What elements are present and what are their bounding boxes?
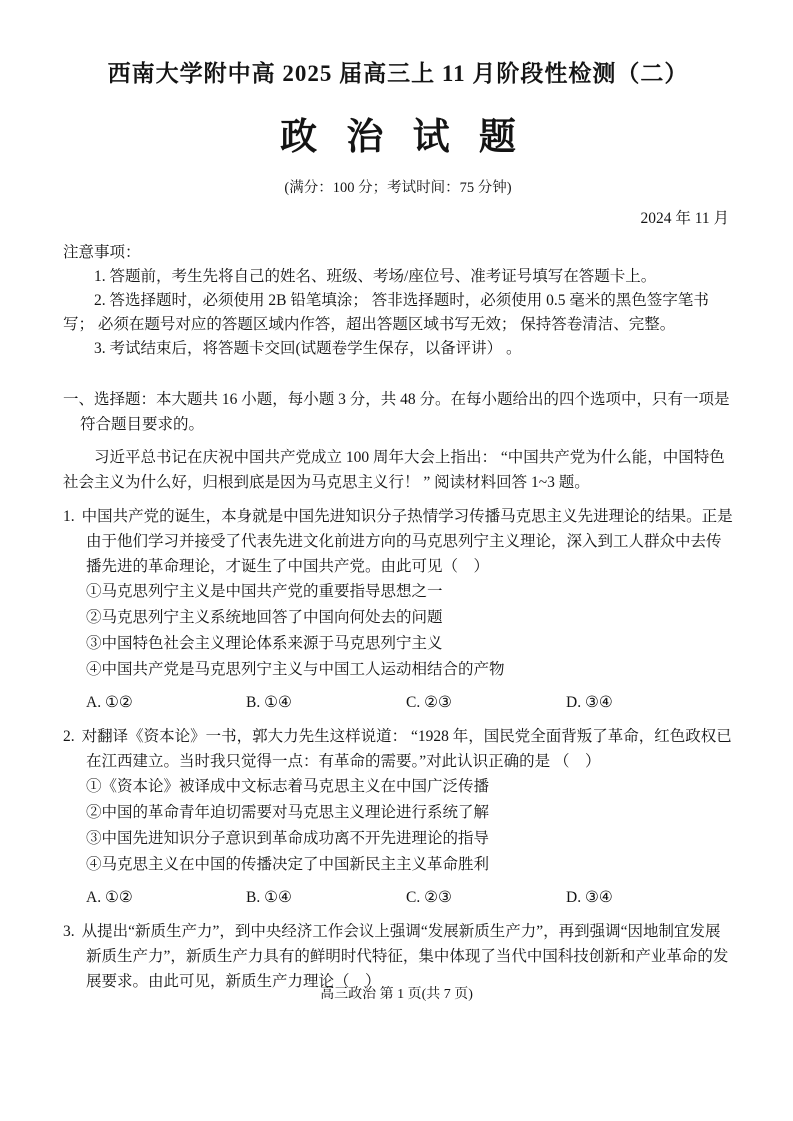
question-1-stem-line bbox=[63, 504, 733, 579]
exam-header-title: 西南大学附中高 2025 届高三上 11 月阶段性检测（二） bbox=[107, 61, 689, 86]
question-option: ④马克思主义在中国的传播决定了中国新民主主义革命胜利 bbox=[86, 856, 490, 873]
answer-choices bbox=[63, 885, 733, 910]
answer-choice-d: D. ③④ bbox=[566, 889, 613, 906]
answer-choice-a: A. ①② bbox=[86, 889, 133, 906]
question-stem: 中国共产党的诞生，本身就是中国先进知识分子热情学习传播马克思主义先进理论的结果。正是由于他们学习并接受了代表先进文化前进方向的马克思列宁主义理论，深入到工人群众中去传播先进的革命理论，才诞生了中国共产党。由此可见（ ） bbox=[81, 508, 733, 575]
answer-choice-c: C. ②③ bbox=[406, 889, 452, 906]
section-heading: 一、选择题：本大题共 16 小题，每小题 3 分，共 48 分。在每小题给出的四个选项中，只有一项是符合题目要求的。 bbox=[63, 391, 730, 433]
question-stem: 对翻译《资本论》一书，郭大力先生这样说道： “1928 年，国民党全面背叛了革命，红色政权已在江西建立。当时我只觉得一点：有革命的需要。”对此认识正确的是 （ ） bbox=[81, 728, 732, 770]
answer-choice-d: D. ③④ bbox=[566, 694, 613, 711]
material-intro: 习近平总书记在庆祝中国共产党成立 100 周年大会上指出： “中国共产党为什么能，中国特色社会主义为什么好，归根到底是因为马克思主义行！ ” 阅读材料回答 1~3 题。 bbox=[63, 449, 725, 491]
exam-title: 政 治 试 题 bbox=[280, 117, 526, 158]
answer-choice-a: A. ①② bbox=[86, 694, 133, 711]
notes-section bbox=[63, 241, 733, 361]
note-item-3: 3. 考试结束后，将答题卡交回(试题卷学生保存，以备评讲） 。 bbox=[94, 340, 522, 357]
question-option: ④中国共产党是马克思列宁主义与中国工人运动相结合的产物 bbox=[86, 661, 505, 678]
question-option: ①《资本论》被译成中文标志着马克思主义在中国广泛传播 bbox=[86, 778, 490, 795]
question-option: ③中国先进知识分子意识到革命成功离不开先进理论的指导 bbox=[86, 830, 490, 847]
note-item-2: 2. 答选择题时，必须使用 2B 铅笔填涂； 答非选择题时，必须使用 0.5 毫米的黑色签字笔书写； 必须在题号对应的答题区域内作答，超出答题区域书写无效； 保持答卷清洁、完整。 bbox=[63, 292, 709, 333]
question-stem: 从提出“新质生产力”，到中央经济工作会议上强调“发展新质生产力”，再到强调“因地制宜发展新质生产力”，新质生产力具有的鲜明时代特征，集中体现了当代中国科技创新和产业革命的发展要求。由此可见，新质生产力理论（ ） bbox=[81, 923, 729, 990]
question-2 bbox=[63, 724, 733, 910]
question-option: ③中国特色社会主义理论体系来源于马克思列宁主义 bbox=[86, 635, 443, 652]
note-item-1: 1. 答题前，考生先将自己的姓名、班级、考场/座位号、准考证号填写在答题卡上。 bbox=[94, 268, 657, 285]
question-option: ②马克思列宁主义系统地回答了中国向何处去的问题 bbox=[86, 609, 443, 626]
exam-info-line: (满分：100 分；考试时间：75 分钟) bbox=[284, 180, 512, 196]
answer-choice-b: B. ①④ bbox=[246, 889, 292, 906]
page-footer: 高三政治 第 1 页(共 7 页) bbox=[320, 987, 473, 1002]
answer-choice-c: C. ②③ bbox=[406, 694, 452, 711]
question-number: 1. bbox=[63, 508, 75, 525]
question-1 bbox=[63, 504, 733, 715]
exam-date: 2024 年 11 月 bbox=[640, 210, 729, 227]
question-option: ①马克思列宁主义是中国共产党的重要指导思想之一 bbox=[86, 583, 443, 600]
question-option: ②中国的革命青年迫切需要对马克思主义理论进行系统了解 bbox=[86, 804, 490, 821]
question-number: 2. bbox=[63, 728, 75, 745]
question-number: 3. bbox=[63, 923, 75, 940]
answer-choices bbox=[63, 690, 733, 715]
notes-title: 注意事项： bbox=[63, 244, 141, 261]
question-2-stem-line bbox=[63, 724, 733, 774]
answer-choice-b: B. ①④ bbox=[246, 694, 292, 711]
